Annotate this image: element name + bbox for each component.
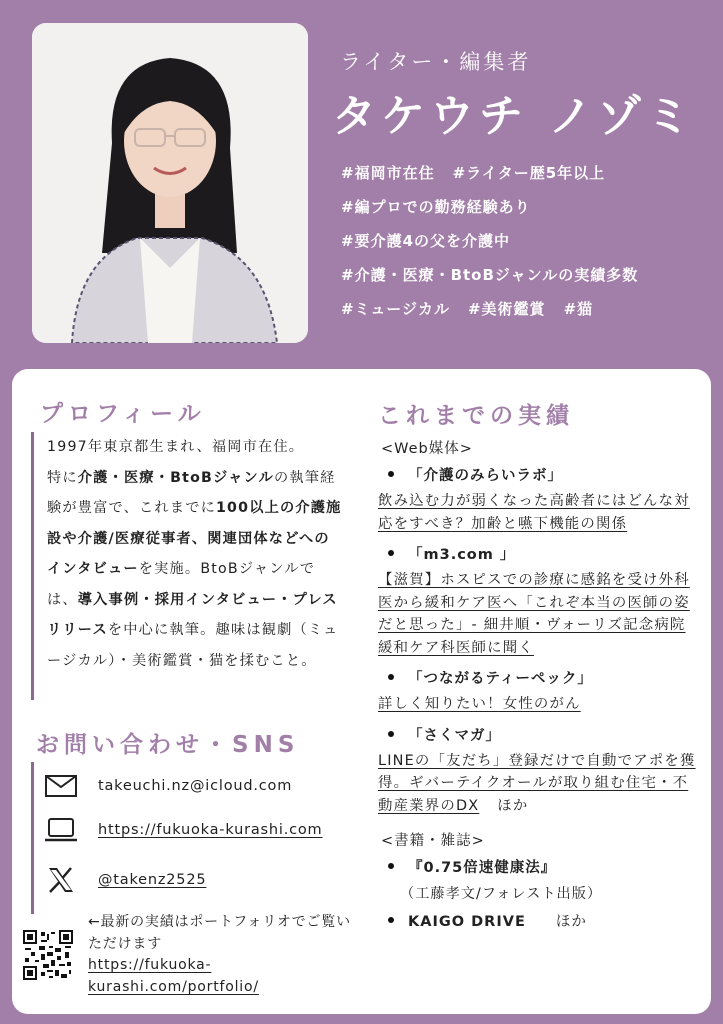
profile-photo	[32, 23, 308, 343]
email-row[interactable]	[44, 770, 293, 802]
bullet-icon	[388, 674, 394, 680]
work-media-title	[378, 722, 696, 750]
article-title[interactable]: 詳しく知りたい！女性のがん	[378, 696, 581, 712]
book-title	[378, 908, 696, 936]
profile-text-segment: を実施。BtoBジャンルでは、	[47, 561, 316, 608]
hashtag-list	[341, 162, 713, 332]
hashtag: #編プロでの勤務経験あり	[341, 198, 531, 216]
x-row[interactable]	[44, 864, 207, 896]
portfolio-note-text: ←最新の実績はポートフォリオでご覧いただけます	[88, 914, 351, 952]
hashtag-line	[341, 298, 713, 332]
book-publisher: （工藤孝文/フォレスト出版）	[400, 886, 603, 902]
profile-text-highlight: 100以上の介護施設や介護/医療従事者、関連団体などへのインタビュー	[47, 500, 342, 577]
media-name: 「m3.com 」	[408, 547, 516, 563]
works-heading: これまでの実績	[378, 403, 574, 429]
mail-icon	[44, 771, 78, 801]
work-article-link[interactable]	[378, 750, 696, 818]
person-name: タケウチ ノゾミ	[332, 91, 696, 142]
works-list	[378, 437, 696, 936]
work-article-link[interactable]	[378, 569, 696, 659]
portfolio-note	[88, 912, 358, 998]
profile-divider	[31, 432, 34, 700]
profile-text-segment: 特に	[47, 469, 78, 486]
website-row[interactable]	[44, 814, 323, 846]
work-article-link[interactable]	[378, 490, 696, 535]
hashtag-line	[341, 196, 713, 230]
hashtag: #猫	[563, 300, 594, 318]
more-text: ほか	[555, 914, 587, 930]
bullet-icon	[388, 863, 394, 869]
bullet-icon	[388, 471, 394, 477]
book-name: 『0.75倍速健康法』	[408, 860, 557, 876]
work-media-title	[378, 462, 696, 490]
hashtag: #美術鑑賞	[467, 300, 546, 318]
media-name: 「さくマガ」	[408, 727, 501, 744]
x-handle-link[interactable]: @takenz2525	[98, 872, 207, 888]
hashtag-line	[341, 264, 713, 298]
hashtag: #福岡市在住	[341, 164, 435, 182]
laptop-icon	[44, 815, 78, 845]
contact-heading: お問い合わせ・SNS	[36, 732, 300, 758]
bullet-icon	[388, 731, 394, 737]
profile-text-segment: を中心に執筆。趣味は観劇（ミュージカル）・美術鑑賞・猫を揉むこと。	[47, 622, 339, 669]
work-article-link[interactable]	[378, 693, 696, 716]
website-link[interactable]: https://fukuoka-kurashi.com	[98, 822, 323, 838]
media-name: 「介護のみらいラボ」	[408, 468, 563, 484]
hashtag: #介護・医療・BtoBジャンルの実績多数	[341, 266, 639, 284]
book-name: KAIGO DRIVE	[408, 914, 526, 930]
profile-text-segment: 1997年東京都生まれ、福岡市在住。	[47, 439, 305, 455]
portrait-illustration	[32, 23, 308, 343]
hashtag: #ミュージカル	[341, 300, 450, 318]
article-title[interactable]: 飲み込む力が弱くなった高齢者にはどんな対応をすべき？加齢と嚥下機能の関係	[378, 493, 690, 532]
article-title[interactable]: 【滋賀】ホスピスでの診療に感銘を受け外科医から緩和ケア医へ「これぞ本当の医師の姿だと思った」- 細井順・ヴォーリズ記念病院緩和ケア科医師に聞く	[378, 572, 690, 656]
media-name: 「つながるティーペック」	[408, 671, 593, 687]
profile-heading: プロフィール	[40, 401, 206, 427]
book-title	[378, 854, 696, 882]
work-media-title	[378, 541, 696, 569]
more-text: ほか	[497, 797, 529, 814]
hashtag-line	[341, 162, 713, 196]
email-address[interactable]: takeuchi.nz@icloud.com	[98, 778, 293, 794]
x-logo-icon	[44, 865, 78, 895]
work-media-title	[378, 665, 696, 693]
hashtag-line	[341, 230, 713, 264]
web-media-label: <Web媒体>	[381, 441, 473, 457]
profile-text-highlight: 介護・医療・BtoBジャンル	[77, 469, 274, 486]
bullet-icon	[388, 550, 394, 556]
hashtag: #要介護4の父を介護中	[341, 232, 511, 250]
hashtag: #ライター歴5年以上	[452, 164, 606, 182]
profile-text-segment: の執筆経験が豊富で、これまでに	[47, 469, 336, 516]
article-title[interactable]: LINEの「友だち」登録だけで自動でアポを獲得。ギバーテイクオールが取り組む住宅・不動産業界のDX	[378, 752, 696, 814]
profile-body	[47, 432, 343, 676]
contact-divider	[31, 762, 34, 914]
bullet-icon	[388, 917, 394, 923]
job-role: ライター・編集者	[340, 50, 532, 74]
qr-code[interactable]	[23, 930, 73, 980]
books-label: <書籍・雑誌>	[381, 833, 485, 849]
profile-text-highlight: 導入事例・採用インタビュー・プレスリリース	[47, 591, 338, 638]
portfolio-link[interactable]: https://fukuoka-kurashi.com/portfolio/	[88, 957, 259, 995]
